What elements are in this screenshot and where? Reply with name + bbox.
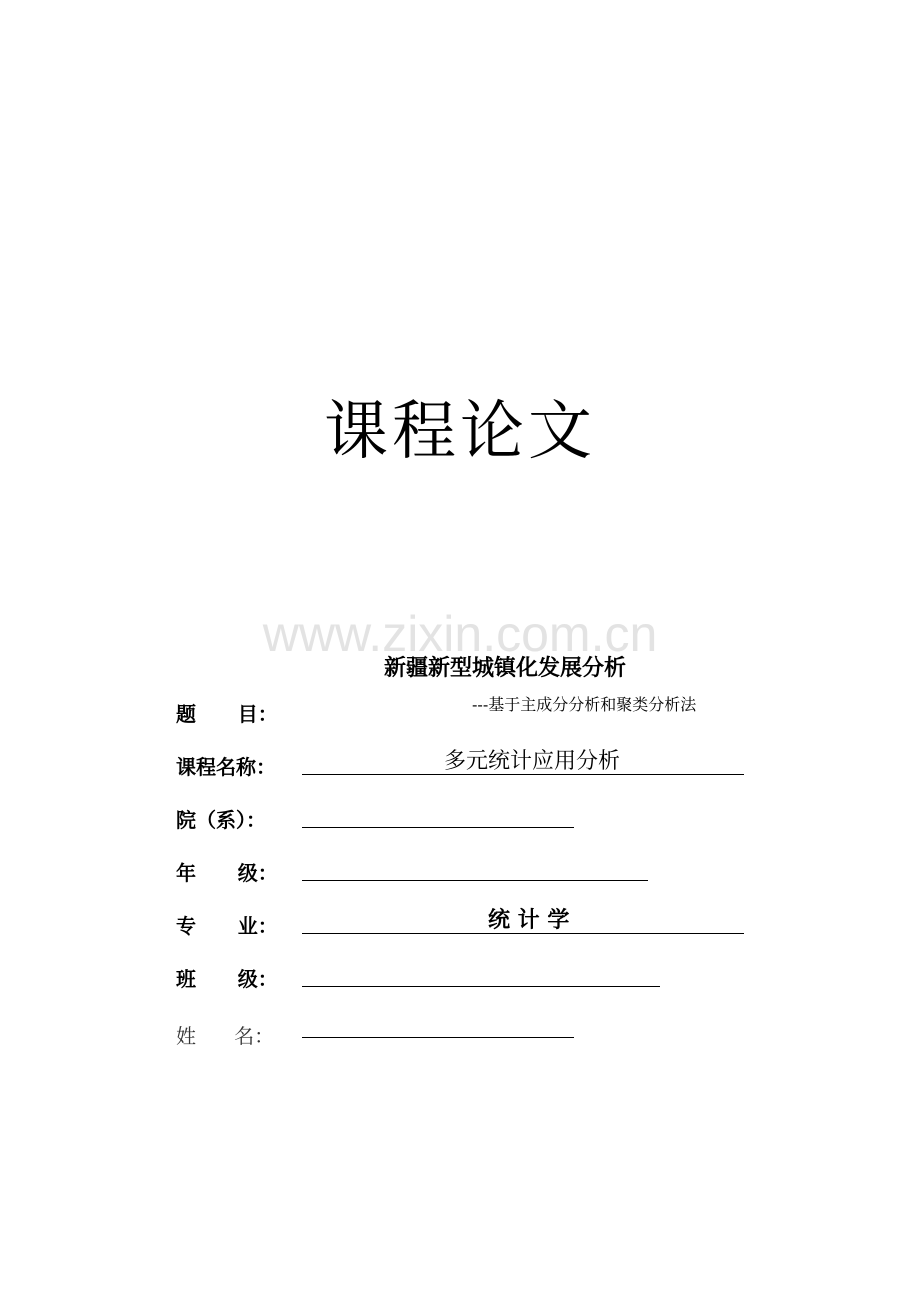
grade-underline [302, 880, 648, 881]
thesis-subtitle: ---基于主成分分析和聚类分析法 [472, 695, 697, 714]
major-value: 统 计 学 [488, 908, 570, 933]
name-underline [302, 1037, 574, 1038]
major-label: 专 业： [176, 914, 278, 938]
document-heading: 课程论文 [324, 395, 596, 469]
class-label: 班 级： [176, 967, 278, 991]
course-underline [302, 774, 744, 775]
course-label: 课程名称： [176, 755, 276, 779]
department-label: 院（系）： [176, 808, 266, 832]
watermark: www.zixin.com.cn [262, 606, 658, 662]
major-underline [302, 933, 744, 934]
class-underline [302, 986, 660, 987]
topic-label: 题 目： [176, 702, 278, 726]
course-value: 多元统计应用分析 [444, 749, 621, 774]
thesis-title: 新疆新型城镇化发展分析 [384, 656, 627, 681]
grade-label: 年 级： [176, 861, 278, 885]
department-underline [302, 827, 574, 828]
name-label: 姓 名： [176, 1024, 275, 1048]
